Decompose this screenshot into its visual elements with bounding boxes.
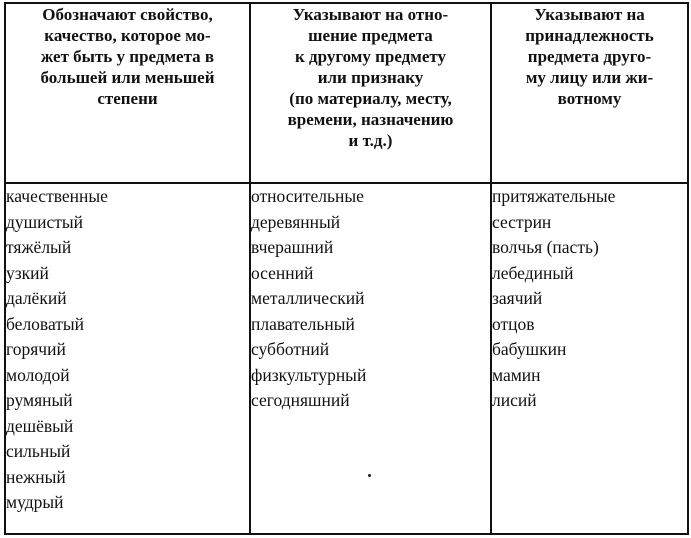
list-item: узкий — [6, 262, 49, 283]
header-line: вотному — [557, 89, 622, 108]
list-item: беловатый — [6, 313, 85, 334]
list-item: физкультурный — [251, 364, 367, 385]
header-possessive — [491, 3, 688, 183]
header-line: к другому предмету — [294, 47, 447, 66]
header-line: степени — [97, 89, 158, 108]
list-item: мудрый — [6, 492, 64, 512]
list-item: сестрин — [492, 211, 552, 232]
list-item: притяжательные — [492, 186, 616, 206]
header-line: или признаку — [317, 68, 424, 87]
list-item: отцов — [492, 313, 535, 334]
list-item: лисий — [492, 390, 537, 410]
list-item: далёкий — [6, 288, 67, 308]
list-item: дешёвый — [6, 415, 74, 436]
list-item: заячий — [492, 288, 543, 308]
list-item: бабушкин — [492, 339, 567, 359]
column-qualitative — [5, 183, 250, 534]
header-line: Обозначают свойство, — [42, 5, 213, 24]
list-item: мамин — [492, 364, 541, 385]
list-item: вчерашний — [251, 237, 334, 257]
list-item: сильный — [6, 441, 71, 461]
list-item: сегодняшний — [251, 390, 350, 410]
adjective-categories-table — [4, 2, 689, 535]
list-item: относительные — [251, 186, 364, 206]
list-item: молодой — [6, 364, 70, 385]
scan-speck — [368, 474, 371, 477]
header-line: Указывают на отно- — [292, 5, 449, 24]
list-item: душистый — [6, 211, 84, 232]
header-qualitative — [5, 3, 250, 183]
list-item: субботний — [251, 339, 330, 359]
list-item: нежный — [6, 466, 66, 487]
table-body-row — [5, 183, 688, 534]
list-item: волчья (пасть) — [492, 237, 599, 257]
list-item: осенний — [251, 262, 314, 283]
list-item: деревянный — [251, 211, 341, 232]
header-line: большей или меньшей — [40, 68, 215, 87]
header-line: жет быть у предмета в — [40, 47, 215, 66]
header-line: Указывают на — [534, 5, 645, 24]
list-item: тяжёлый — [6, 237, 72, 257]
header-line: му лицу или жи- — [525, 68, 654, 87]
header-line: времени, назначению — [287, 110, 454, 129]
list-item: лебединый — [492, 262, 574, 283]
column-possessive — [491, 183, 688, 534]
header-line: (по материалу, месту, — [289, 89, 452, 108]
list-item: плавательный — [251, 313, 355, 334]
list-item: качественные — [6, 186, 108, 206]
list-item: горячий — [6, 339, 66, 359]
header-line: и т.д.) — [348, 131, 393, 150]
header-line: шение предмета — [308, 26, 433, 45]
table-header-row — [5, 3, 688, 183]
header-line: качество, которое мо- — [44, 26, 211, 45]
header-relative — [250, 3, 491, 183]
column-relative — [250, 183, 491, 534]
list-item: румяный — [6, 390, 73, 410]
list-item: металлический — [251, 288, 365, 308]
header-line: предмета друго- — [527, 47, 652, 66]
header-line: принадлежность — [525, 26, 654, 45]
